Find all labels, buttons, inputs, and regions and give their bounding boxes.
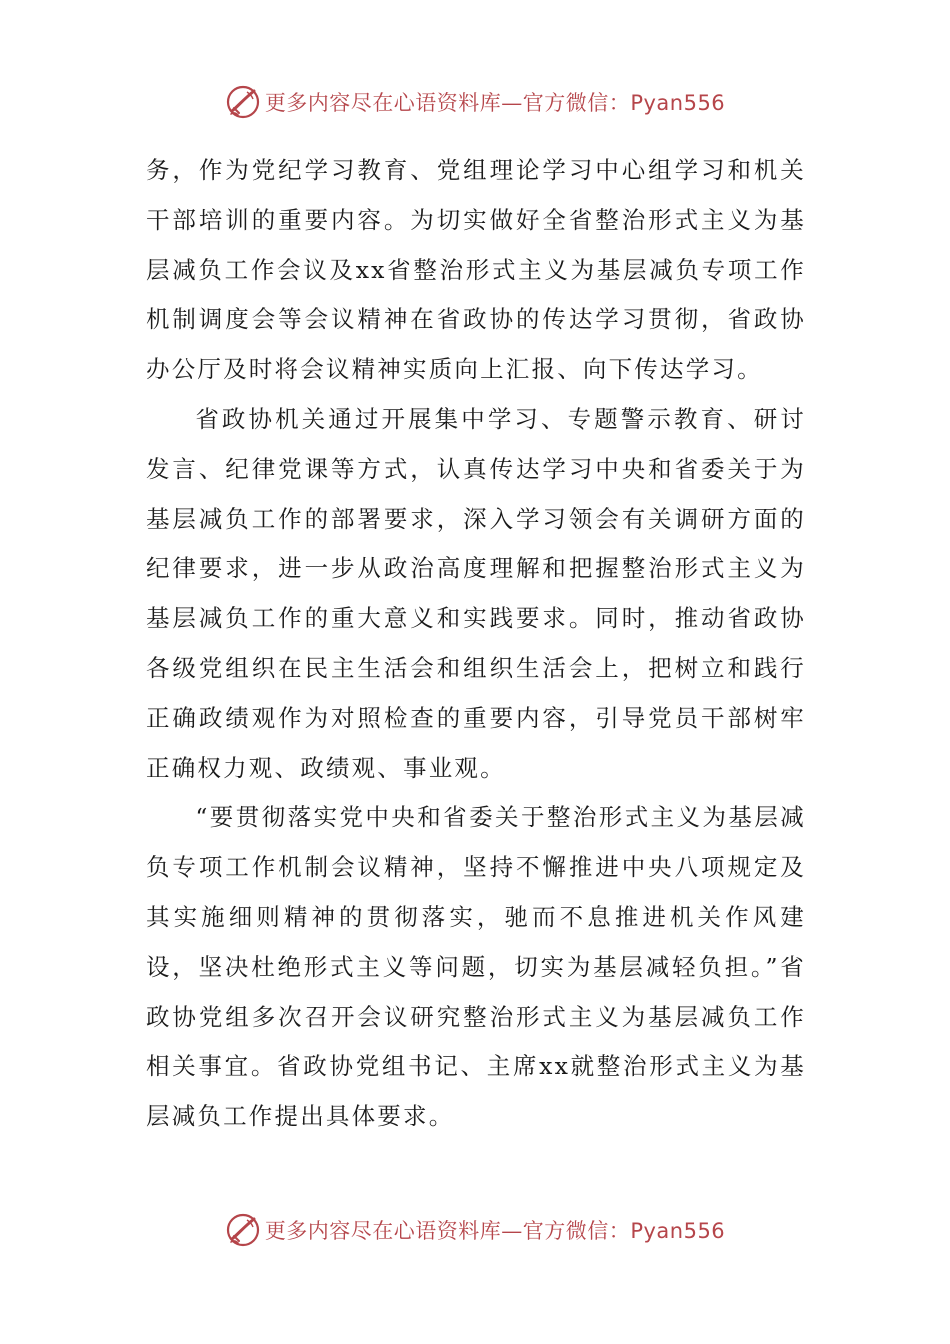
footer-banner: [0, 1210, 950, 1250]
document-body: [146, 146, 806, 1142]
wechat-handle: Pyan556: [630, 1219, 726, 1243]
wechat-handle: Pyan556: [630, 91, 726, 115]
pen-logo-icon: [225, 84, 261, 120]
paragraph-2: 省政协机关通过开展集中学习、专题警示教育、研讨发言、纪律党课等方式，认真传达学习中央和省委关于为基层减负工作的部署要求，深入学习领会有关调研方面的纪律要求，进一步从政治高度理解和把握整治形式主义为基层减负工作的重大意义和实践要求。同时，推动省政协各级党组织在民主生活会和组织生活会上，把树立和践行正确政绩观作为对照检查的重要内容，引导党员干部树牢正确权力观、政绩观、事业观。: [146, 404, 806, 782]
banner-text: 更多内容尽在心语资料库—官方微信：Pyan556: [264, 91, 726, 115]
banner-text: 更多内容尽在心语资料库—官方微信：Pyan556: [264, 1219, 726, 1243]
header-banner: [0, 82, 950, 122]
pen-logo-icon: [225, 1212, 261, 1248]
paragraph-1: 务，作为党纪学习教育、党组理论学习中心组学习和机关干部培训的重要内容。为切实做好全省整治形式主义为基层减负工作会议及xx省整治形式主义为基层减负专项工作机制调度会等会议精神在省政协的传达学习贯彻，省政协办公厅及时将会议精神实质向上汇报、向下传达学习。: [146, 156, 806, 384]
paragraph-3: “要贯彻落实党中央和省委关于整治形式主义为基层减负专项工作机制会议精神，坚持不懈推进中央八项规定及其实施细则精神的贯彻落实，驰而不息推进机关作风建设，坚决杜绝形式主义等问题，切实为基层减轻负担。”省政协党组多次召开会议研究整治形式主义为基层减负工作相关事宜。省政协党组书记、主席xx就整治形式主义为基层减负工作提出具体要求。: [146, 803, 806, 1131]
